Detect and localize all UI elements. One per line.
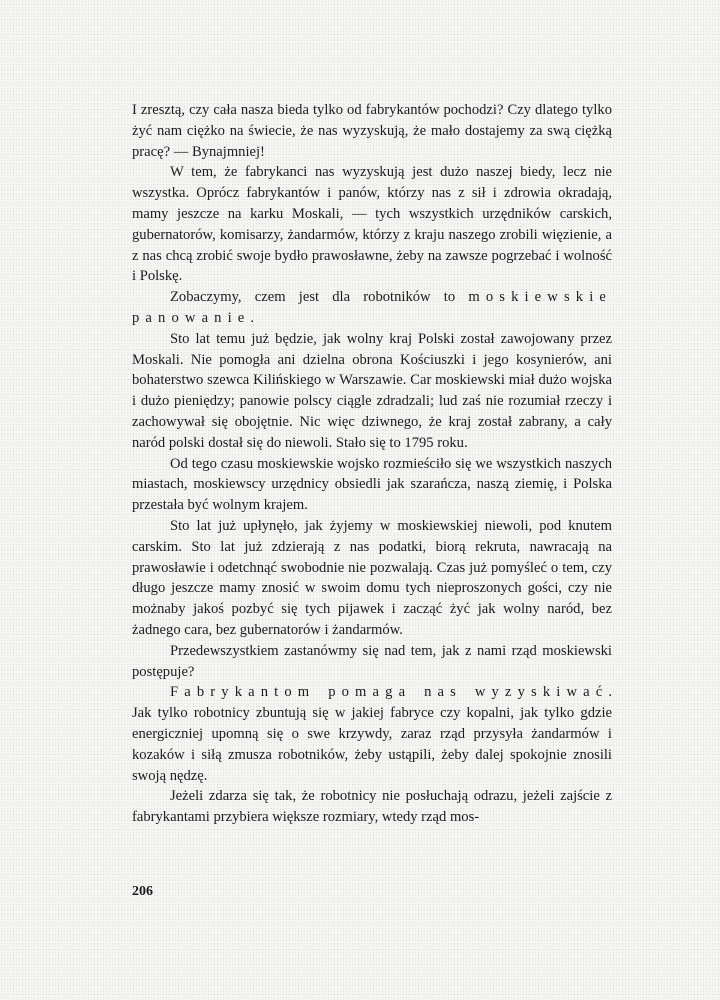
paragraph-text: . Jak tylko robotnicy zbuntują się w jakiej fabryce czy kopalni, jak tylko gdzie energiczniej upomną się o swe krzywdy, zaraz rząd przysyła żandarmów i kozaków i siłą zmusza robotników, żeby ustąpili, żeby dalej spokojnie znosili swoją nędzę. [132,684,612,784]
paragraph [132,454,612,516]
paragraph-text: Jeżeli zdarza się tak, że robotnicy nie posłuchają odrazu, jeżeli zajście z fabrykantami przybiera większe rozmiary, wtedy rząd mos- [132,788,612,826]
paragraph [132,786,612,828]
paragraph [132,162,612,287]
paragraph [132,100,612,162]
paragraph [132,516,612,641]
paragraph-text: . [250,309,255,326]
paragraph-text: W tem, że fabrykanci nas wyzyskują jest dużo naszej biedy, lecz nie wszystka. Oprócz fabrykantów i panów, którzy nas z sił i zdrowia okradają, mamy jeszcze na karku Moskali, — tych wszystkich urzędników carskich, gubernatorów, komisarzy, żandarmów, którzy z kraju naszego zrobili więzienie, a z nas chcą zrobić swoje bydło prawosławne, żeby na zawsze pogrzebać i wolność i Polskę. [132,164,612,285]
body-text [132,100,612,828]
paragraph-text: Od tego czasu moskiewskie wojsko rozmieściło się we wszystkich naszych miastach, moskiewscy urzędnicy obsiedli jak szarańcza, naszą ziemię, i Polska przestała być wolnym krajem. [132,455,612,514]
paragraph-text: I zresztą, czy cała nasza bieda tylko od fabrykantów pochodzi? Czy dlatego tylko żyć nam ciężko na świecie, że nas wyzyskują, że mało dostajemy za swą ciężką pracę? — Bynajmniej! [132,102,612,160]
paragraph [132,641,612,683]
page-number: 206 [132,884,153,899]
spaced-emphasis: Fabrykantom pomaga nas wyzyskiwać [170,684,609,701]
paragraph [132,329,612,454]
paragraph [132,682,612,786]
paragraph-text: Zobaczymy, czem jest dla robotników to [170,289,469,306]
paragraph-text: Sto lat temu już będzie, jak wolny kraj Polski został zawojowany przez Moskali. Nie pomogła ani dzielna obrona Kościuszki i jego kosynierów, ani bohaterstwo szewca Kilińskiego w Warszawie. Car moskiewski miał dużo wojska i dużo pieniędzy; panowie polscy ciągle zdradzali; lud zaś nie rozumiał rzeczy i zachowywał się obojętnie. Nic więc dziwnego, że kraj został zabrany, a cały naród polski dostał się do niewoli. Stało się to 1795 roku. [132,330,612,451]
paragraph-text: Sto lat już upłynęło, jak żyjemy w moskiewskiej niewoli, pod knutem carskim. Sto lat już zdzierają z nas podatki, biorą rekruta, nawracają na prawosławie i odetchnąć swobodnie nie pozwalają. Czas już pomyśleć o tem, czy długo jeszcze mamy znosić w swoim domu tych nieproszonych gości, czy nie możnaby jakoś pozbyć się tych pijawek i zacząć żyć jak wolny naród, bez żadnego cara, bez gubernatorów i żandarmów. [132,517,612,638]
paragraph [132,287,612,329]
spaced-emphasis: moskiewskie panowanie [132,289,612,326]
paragraph-text: Przedewszystkiem zastanówmy się nad tem, jak z nami rząd moskiewski postępuje? [132,642,612,680]
